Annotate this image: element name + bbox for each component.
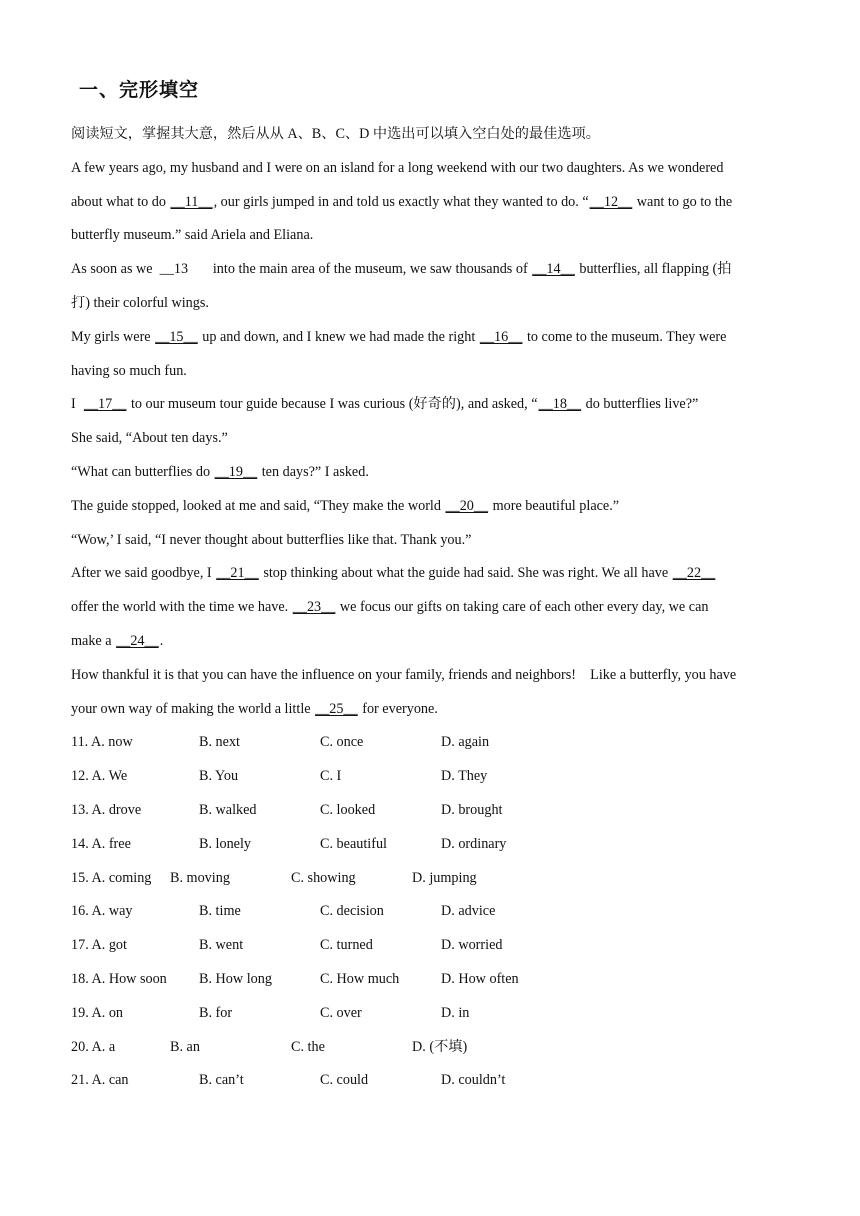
- question-row-21: 21. A. can B. can’t C. could D. couldn’t: [71, 1072, 506, 1089]
- blank-11: __11__: [170, 193, 213, 210]
- blank-18: __18__: [538, 396, 582, 413]
- passage-line: A few years ago, my husband and I were on an island for a long weekend with our two daughters. As we wondered: [71, 159, 724, 176]
- passage-line: your own way of making the world a little __25__ for everyone.: [71, 693, 791, 727]
- blank-23: __23__: [292, 599, 336, 616]
- passage-line: She said, “About ten days.”: [71, 430, 228, 447]
- question-row-16: 16. A. way B. time C. decision D. advice: [71, 903, 496, 920]
- blank-16: __16__: [479, 328, 523, 345]
- passage-line: The guide stopped, looked at me and said, “They make the world __20__ more beautiful place.”: [71, 490, 791, 524]
- instruction: 阅读短文，掌握其大意，然后从从 A、B、C、D 中选出可以填入空白处的最佳选项。: [71, 126, 600, 142]
- section-title: 一、完形填空: [79, 79, 200, 101]
- question-row-20: 20. A. a B. an C. the D. (不填): [71, 1038, 468, 1055]
- question-row-12: 12. A. We B. You C. I D. They: [71, 768, 488, 785]
- passage-line: After we said goodbye, I __21__ stop thinking about what the guide had said. She was right. We all have __22__: [71, 557, 791, 591]
- question-row-19: 19. A. on B. for C. over D. in: [71, 1004, 470, 1021]
- passage-line: My girls were __15__ up and down, and I knew we had made the right __16__ to come to the museum. They were: [71, 321, 791, 355]
- question-row-13: 13. A. drove B. walked C. looked D. brought: [71, 801, 503, 818]
- passage-line: I __17__ to our museum tour guide because I was curious (好奇的), and asked, “__18__ do butterflies live?”: [71, 388, 791, 422]
- blank-15: __15__: [155, 328, 198, 345]
- passage-line: “What can butterflies do __19__ ten days?” I asked.: [71, 456, 791, 490]
- passage-line: As soon as we __13 into the main area of the museum, we saw thousands of __14__ butterflies, all flapping (拍: [71, 253, 791, 287]
- question-row-15: 15. A. coming B. moving C. showing D. jumping: [71, 869, 477, 886]
- blank-24: __24__: [116, 632, 159, 649]
- blank-20: __20__: [445, 497, 489, 514]
- blank-14: __14__: [532, 261, 575, 278]
- passage-line: “Wow,’ I said, “I never thought about butterflies like that. Thank you.”: [71, 531, 472, 548]
- blank-22: __22__: [672, 565, 716, 582]
- passage-line: butterfly museum.” said Ariela and Eliana.: [71, 227, 314, 244]
- blank-25: __25__: [315, 700, 358, 717]
- passage-line: having so much fun.: [71, 362, 187, 379]
- document-page: [71, 76, 791, 1098]
- blank-17: __17__: [83, 396, 127, 413]
- passage-line: How thankful it is that you can have the influence on your family, friends and neighbors! Like a butterfly, you have: [71, 666, 737, 683]
- passage-line: offer the world with the time we have. __23__ we focus our gifts on taking care of each other every day, we can: [71, 591, 791, 625]
- passage-line: 打) their colorful wings.: [71, 294, 209, 311]
- question-row-17: 17. A. got B. went C. turned D. worried: [71, 937, 503, 954]
- question-row-18: 18. A. How soon B. How long C. How much D. How often: [71, 970, 519, 987]
- passage-line: make a __24__.: [71, 625, 791, 659]
- question-row-11: 11. A. now B. next C. once D. again: [71, 734, 490, 751]
- blank-21: __21__: [216, 565, 259, 582]
- blank-12: __12__: [589, 193, 633, 210]
- question-row-14: 14. A. free B. lonely C. beautiful D. ordinary: [71, 835, 507, 852]
- blank-19: __19__: [214, 463, 258, 480]
- passage-line: about what to do __11__, our girls jumped in and told us exactly what they wanted to do. “__12__ want to go to the: [71, 186, 791, 220]
